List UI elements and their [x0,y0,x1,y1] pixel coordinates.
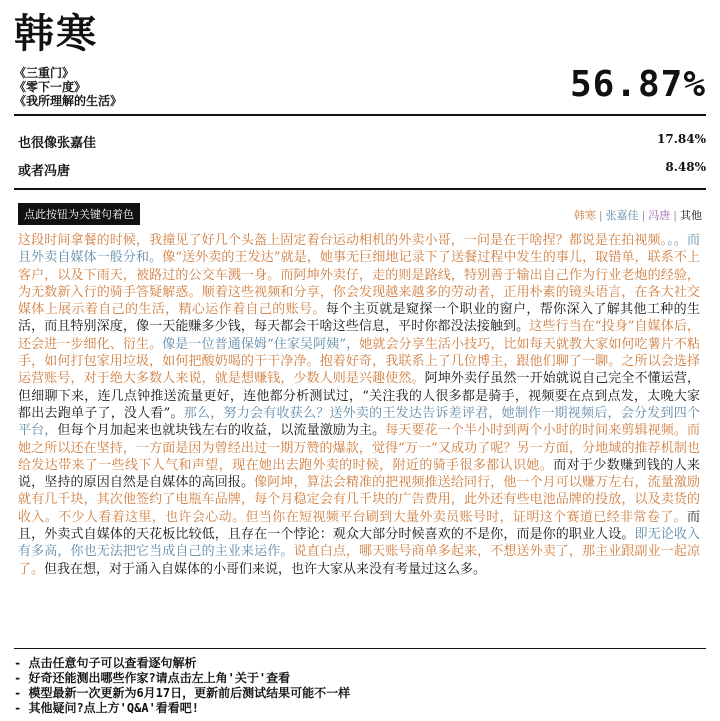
legend-item-fengtang: 冯唐 [648,209,671,222]
article-sentence[interactable]: 这些行当在“投身”自媒体后，还会进一步细化、衍生。 [18,319,700,352]
article-sentence[interactable]: 这段时间拿餐的时候，我撞见了好几个头盔上固定着台运动相机的外卖小哥，一问是在干啥捏？ [18,233,569,248]
article-sentence[interactable]: 每个主页就是窥探一个职业的窗户，帮你深入了解其他工种的生活，而且特别深度，像一天能赚多少钱，每天都会干啥这些信息，平时你都没法接触到。 [18,302,700,335]
color-legend [574,207,702,223]
article-sentence[interactable]: 但我在想，对于涌入自媒体的小哥们来说，也许大家从来没有考量过这么多。 [44,561,487,577]
legend-item-zhangjiajia: 张嘉佳 [605,209,639,222]
work-title: 《我所理解的生活》 [14,94,123,108]
note-line: - 好奇还能测出哪些作家?请点击左上角'关于'查看 [14,671,291,685]
help-notes [14,656,350,716]
legend-item-other: 其他 [680,209,702,222]
work-title: 《三重门》 [14,66,75,80]
article-sentence[interactable]: 而阿坤外卖仔，走的则是路线，特别善于输出自己作为行业老炮的经验，为无数新入行的骑手答疑解惑。 [18,267,700,300]
legend-separator: | [598,209,603,222]
candidate-name: 或者冯唐 [18,164,71,179]
article-sentence[interactable]: 而且，外卖式自媒体的天花板比较低，且存在一个悖论：观众大部分时候喜欢的不是你，而是你的职业人设。 [18,509,700,543]
color-key-sentences-button[interactable]: 点此按钮为关键句着色 [18,203,140,225]
work-title: 《零下一度》 [14,80,87,94]
analyzed-article [18,232,700,578]
article-sentence[interactable]: 像“送外卖的王发达”就是，她事无巨细地记录下了送餐过程中发生的事儿，取错单，联系不上客户，以及下雨天，被路过的公交车溅一身。 [18,250,700,283]
article-sentence[interactable]: 每天要花一个半小时到两个小时的时间来剪辑视频。 [385,423,687,439]
works-list [14,66,122,108]
author-title: 韩寒 [14,10,98,57]
article-sentence[interactable]: 而对于少数赚到钱的人来说，坚持的原因自然是自媒体的高回报。 [18,457,700,491]
divider [14,114,706,116]
article-sentence[interactable]: 不少人看着这里，也许会心动。 [58,509,246,525]
article-sentence[interactable]: 阿坤外卖仔虽然一开始就说自己完全不懂运营，但细聊下来，连几点钟推送流量更好，连他都分析测试过，“关注我的人很多都是骑手，视频要在点到点发，太晚大家都出去跑单子了，没人看”。 [18,371,700,421]
article-sentence[interactable]: 像阿坤，算法会精准的把视频推送给同行，他一个月可以赚万左右，流量激励就有几千块，其次他签约了电瓶车品牌，每个月稳定会有几千块的广告费用，此外还有些电池品牌的投放，以及卖货的收入。 [18,475,700,525]
article-sentence[interactable]: 但每个月加起来也就块钱左右的收益，以流量激励为主。 [57,423,386,439]
article-sentence[interactable]: 她就会分享生活小技巧，比如每天就教大家如何吃薯片不粘手，如何打包家用垃圾，如何把酸奶喝的干干净净。 [18,336,700,370]
article-sentence[interactable]: 。。而且外卖自媒体一般分和。 [18,233,700,266]
candidate-row [14,132,706,154]
article-sentence[interactable]: 说直白点，哪天账号商单多起来，不想送外卖了，那主业跟副业一起凉了。 [18,544,700,577]
divider [14,648,706,649]
article-sentence[interactable]: 像是一位普通保姆“住家吴阿姨”， [162,336,360,352]
candidate-percentage: 17.84% [657,132,706,146]
article-sentence[interactable]: 顺着这些视频和分享，你会发现越来越多的劳动者，正用朴素的镜头语言，在各大社交媒体上展示着自己的生活，精心运作着自己的账号。 [18,284,700,318]
article-sentence[interactable]: 而她之所以还在坚持，一方面是因为曾经出过一期万赞的爆款，觉得“万一”又成功了呢？ [18,423,700,456]
article-sentence[interactable]: 抱着好奇，我联系上了几位博主，跟他们聊了一聊。 [319,354,622,370]
article-sentence[interactable]: 都说是在拍视频。 [568,233,668,248]
legend-separator: | [641,209,646,222]
article-sentence[interactable]: 即无论收入有多高，你也无法把它当成自己的主业来运作。 [18,527,700,560]
divider [14,188,706,190]
article-sentence[interactable]: 那么，努力会有收获么？ [183,405,330,421]
article-sentence[interactable]: 之所以会选择运营账号，对于绝大多数人来说，就是想赚钱，少数人则是兴趣使然。 [18,354,700,387]
legend-item-hanhan: 韩寒 [573,209,596,222]
candidate-row [14,160,706,182]
article-sentence[interactable]: 另一方面，分地域的推荐机制也给发达带来了一些线下人气和声望，现在她出去跑外卖的时候，附近的骑手很多都认识她。 [18,440,700,473]
candidate-percentage: 8.48% [665,160,706,174]
legend-separator: | [673,209,677,222]
candidate-name: 也很像张嘉佳 [18,136,97,151]
article-sentence[interactable]: 但当你在短视频平台刷到大量外卖员账号时，证明这个赛道已经非常卷了。 [245,509,687,525]
note-line: - 点击任意句子可以查看逐句解析 [14,656,197,670]
article-sentence[interactable]: 送外卖的王发达告诉差评君，她制作一期视频后，会分发到四个平台， [18,405,700,439]
note-line: - 模型最新一次更新为6月17日，更新前后测试结果可能不一样 [14,686,351,700]
match-percentage: 56.87% [569,64,706,105]
note-line: - 其他疑问?点上方'Q&A'看看吧! [14,701,200,715]
